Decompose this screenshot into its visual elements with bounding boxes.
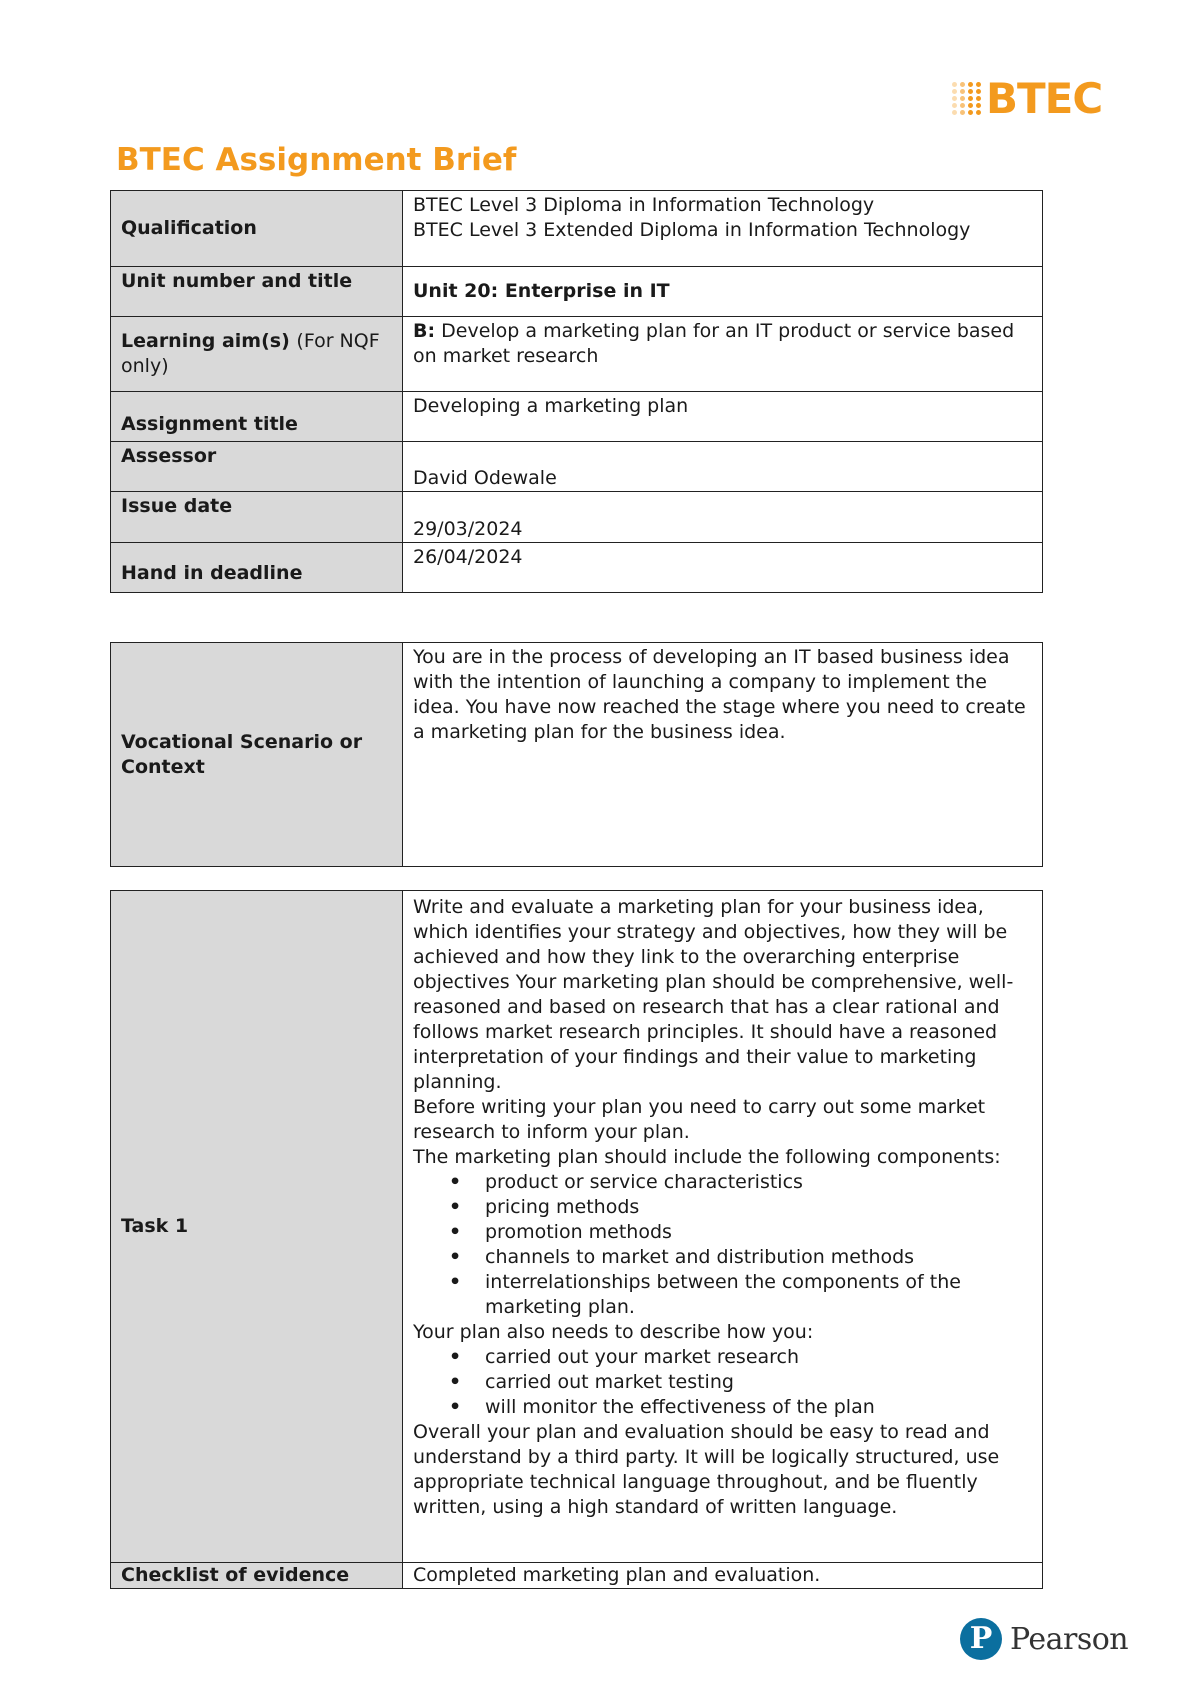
assignment-title-label: Assignment title <box>111 392 403 442</box>
list-item: • carried out market testing <box>413 1370 1032 1395</box>
scenario-label: Vocational Scenario or Context <box>111 643 403 867</box>
btec-logo-text: BTEC <box>986 73 1103 123</box>
learning-aim-label-suffix: (For NQF only) <box>121 330 380 377</box>
assessor-label: Assessor <box>111 442 403 492</box>
assignment-details-table <box>110 190 1043 593</box>
unit-label: Unit number and title <box>111 267 403 317</box>
list-item: • pricing methods <box>413 1195 1032 1220</box>
list-item: • channels to market and distribution methods <box>413 1245 1032 1270</box>
learning-aim-label <box>111 317 403 392</box>
deadline-row <box>111 543 1043 593</box>
task-closing: Overall your plan and evaluation should be easy to read and understand by a third party. It will be logically structured, use appropriate technical language throughout, and be fluently written, using a high standard of written language. <box>413 1421 1000 1518</box>
components-list <box>413 1170 1032 1320</box>
scenario-table <box>110 642 1043 867</box>
learning-aim-row <box>111 317 1043 392</box>
list-item: • product or service characteristics <box>413 1170 1032 1195</box>
qualification-value <box>403 191 1043 267</box>
scenario-text: You are in the process of developing an IT based business idea with the intention of launching a company to implement the idea. You have now reached the stage where you need to create a marketing plan for the business idea. <box>403 643 1043 867</box>
assignment-title-value: Developing a marketing plan <box>403 392 1043 442</box>
checklist-label: Checklist of evidence <box>111 1563 403 1589</box>
qualification-label: Qualification <box>111 191 403 267</box>
learning-aim-value <box>403 317 1043 392</box>
task-label: Task 1 <box>111 891 403 1563</box>
assessor-value: David Odewale <box>403 442 1043 492</box>
qualification-line: BTEC Level 3 Extended Diploma in Information Technology <box>413 219 971 241</box>
deadline-label: Hand in deadline <box>111 543 403 593</box>
learning-aim-code: B: <box>413 320 436 342</box>
unit-row <box>111 267 1043 317</box>
unit-value: Unit 20: Enterprise in IT <box>403 267 1043 317</box>
scenario-row <box>111 643 1043 867</box>
list-item: • promotion methods <box>413 1220 1032 1245</box>
issue-date-value: 29/03/2024 <box>403 492 1043 543</box>
task-description <box>403 891 1043 1563</box>
checklist-value: Completed marketing plan and evaluation. <box>403 1563 1043 1589</box>
btec-logo-dots-icon <box>952 82 982 115</box>
pearson-logo-text: Pearson <box>1010 1621 1129 1657</box>
checklist-row <box>111 1563 1043 1589</box>
deadline-value: 26/04/2024 <box>403 543 1043 593</box>
task-intro: Write and evaluate a marketing plan for your business idea, which identifies your strategy and objectives, how they will be achieved and how they link to the overarching enterprise objectives Your marketing plan should be comprehensive, well-reasoned and based on research that has a clear rational and follows market research principles. It should have a reasoned interpretation of your findings and their value to marketing planning. <box>413 896 1014 1093</box>
assessor-row <box>111 442 1043 492</box>
task-describe-intro: Your plan also needs to describe how you: <box>413 1321 814 1343</box>
task-components-intro: The marketing plan should include the following components: <box>413 1146 1001 1168</box>
assignment-title-row <box>111 392 1043 442</box>
btec-logo <box>952 72 1102 124</box>
page-title: BTEC Assignment Brief <box>116 142 517 178</box>
pearson-logo <box>960 1618 1128 1660</box>
list-item: • carried out your market research <box>413 1345 1032 1370</box>
issue-date-row <box>111 492 1043 543</box>
qualification-line: BTEC Level 3 Diploma in Information Technology <box>413 194 875 216</box>
list-item: • interrelationships between the components of the marketing plan. <box>413 1270 1032 1320</box>
learning-aim-text: Develop a marketing plan for an IT product or service based on market research <box>413 320 1015 367</box>
pearson-logo-icon: P <box>960 1618 1002 1660</box>
task-row <box>111 891 1043 1563</box>
list-item: • will monitor the effectiveness of the plan <box>413 1395 1032 1420</box>
task-research-note: Before writing your plan you need to carry out some market research to inform your plan. <box>413 1096 986 1143</box>
describe-list <box>413 1345 1032 1420</box>
learning-aim-label-text: Learning aim(s) <box>121 330 290 352</box>
task-table <box>110 890 1043 1589</box>
issue-date-label: Issue date <box>111 492 403 543</box>
qualification-row <box>111 191 1043 267</box>
